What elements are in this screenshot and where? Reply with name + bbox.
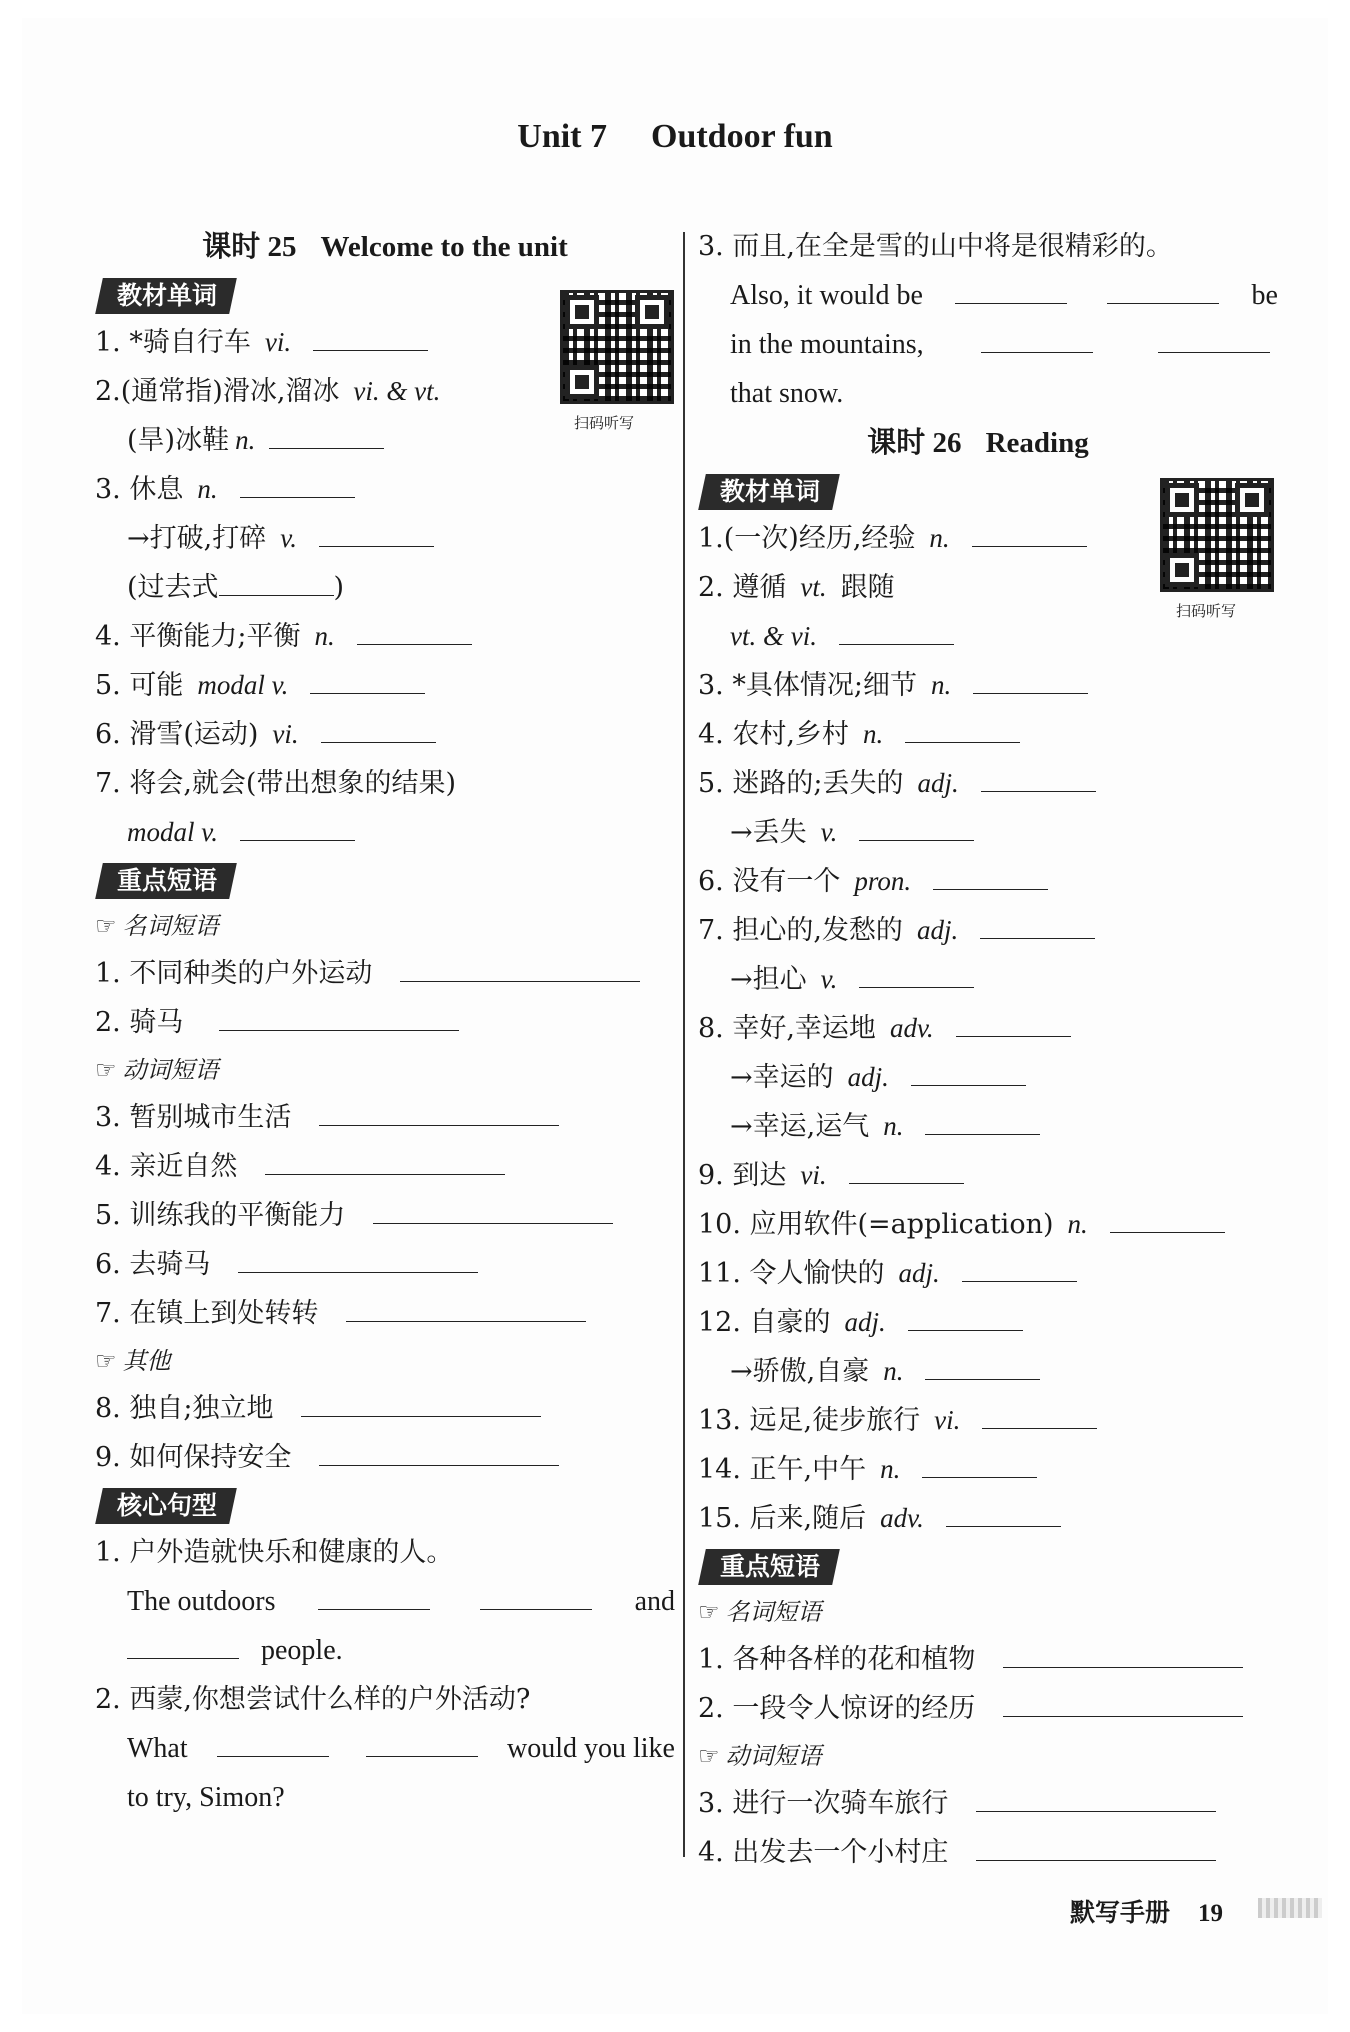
vocab-item: 15. 后来,随后 adv. xyxy=(698,1494,1278,1543)
sentence-en: What would you like xyxy=(95,1724,675,1773)
answer-blank[interactable] xyxy=(480,1581,592,1610)
answer-blank[interactable] xyxy=(933,861,1048,890)
verb-phrase-label: ☞ 动词短语 xyxy=(698,1742,822,1770)
phrase-item: 8. 独自;独立地 xyxy=(95,1384,675,1433)
vocab-item: →骄傲,自豪 n. xyxy=(698,1347,1278,1396)
noun-phrase-label: ☞ 名词短语 xyxy=(698,1598,822,1626)
answer-blank[interactable] xyxy=(1110,1204,1225,1233)
vocab-item: →打破,打碎 v. xyxy=(95,514,675,563)
sentence-en: The outdoors and xyxy=(95,1577,675,1626)
answer-blank[interactable] xyxy=(1107,275,1219,304)
footer-decoration xyxy=(1258,1898,1322,1918)
answer-blank[interactable] xyxy=(219,567,334,596)
answer-blank[interactable] xyxy=(859,812,974,841)
lesson-name: Welcome to the unit xyxy=(320,231,568,263)
vocab-item: 3. 休息 n. xyxy=(95,465,675,514)
sentence-en: that snow. xyxy=(730,378,844,409)
lesson-name: Reading xyxy=(985,427,1089,459)
answer-blank[interactable] xyxy=(962,1253,1077,1282)
answer-blank[interactable] xyxy=(400,953,640,982)
vocab-tag: 教材单词 xyxy=(698,474,840,510)
vocab-item: modal v. xyxy=(95,808,675,857)
qr-code-icon[interactable] xyxy=(1160,478,1274,592)
answer-blank[interactable] xyxy=(319,1437,559,1466)
vocab-item: 6. 滑雪(运动) vi. xyxy=(95,710,675,759)
vocab-item: 2. 遵循 vt. 跟随 xyxy=(698,572,895,603)
answer-blank[interactable] xyxy=(265,1146,505,1175)
vocab-item: 13. 远足,徒步旅行 vi. xyxy=(698,1396,1278,1445)
answer-blank[interactable] xyxy=(905,714,1020,743)
answer-blank[interactable] xyxy=(240,469,355,498)
answer-blank[interactable] xyxy=(1158,324,1270,353)
lesson-number: 课时 25 xyxy=(202,231,297,263)
vocab-item: 11. 令人愉快的 adj. xyxy=(698,1249,1278,1298)
lesson-26-heading xyxy=(698,418,1278,468)
phrase-item: 7. 在镇上到处转转 xyxy=(95,1289,675,1338)
sentence-en: people. xyxy=(95,1626,675,1675)
phrase-item: 2. 一段令人惊讶的经历 xyxy=(698,1684,1278,1733)
pointing-hand-icon: ☞ xyxy=(698,1742,720,1770)
answer-blank[interactable] xyxy=(982,1400,1097,1429)
phrase-item: 5. 训练我的平衡能力 xyxy=(95,1191,675,1240)
unit-title xyxy=(0,118,1350,156)
sentence-cn: 2. 西蒙,你想尝试什么样的户外活动? xyxy=(95,1684,531,1715)
vocab-item: →丢失 v. xyxy=(698,808,1278,857)
phrase-tag: 重点短语 xyxy=(698,1549,840,1585)
answer-blank[interactable] xyxy=(859,959,974,988)
unit-name: Outdoor fun xyxy=(651,118,833,155)
answer-blank[interactable] xyxy=(849,1155,964,1184)
answer-blank[interactable] xyxy=(956,1008,1071,1037)
vocab-item: 1. *骑自行车 vi. xyxy=(95,318,675,367)
book-name: 默写手册 xyxy=(1070,1898,1171,1927)
vocab-item: 10. 应用软件(=application) n. xyxy=(698,1200,1278,1249)
answer-blank[interactable] xyxy=(946,1498,1061,1527)
vocab-item: 9. 到达 vi. xyxy=(698,1151,1278,1200)
answer-blank[interactable] xyxy=(955,275,1067,304)
answer-blank[interactable] xyxy=(839,616,954,645)
phrase-item: 4. 出发去一个小村庄 xyxy=(698,1828,1278,1877)
answer-blank[interactable] xyxy=(321,714,436,743)
page-footer xyxy=(1070,1893,1223,1929)
answer-blank[interactable] xyxy=(908,1302,1023,1331)
vocab-item: (旱)冰鞋 n. xyxy=(95,416,675,465)
sentence-cn: 1. 户外造就快乐和健康的人。 xyxy=(95,1537,454,1568)
answer-blank[interactable] xyxy=(127,1630,239,1659)
vocab-item: 14. 正午,中午 n. xyxy=(698,1445,1278,1494)
answer-blank[interactable] xyxy=(976,1783,1216,1812)
answer-blank[interactable] xyxy=(1003,1688,1243,1717)
qr-caption: 扫码听写 xyxy=(574,414,635,432)
qr-code-icon[interactable] xyxy=(560,290,674,404)
sentence-en: Also, it would be be xyxy=(698,271,1278,320)
pointing-hand-icon: ☞ xyxy=(95,912,117,940)
phrase-item: 9. 如何保持安全 xyxy=(95,1433,675,1482)
answer-blank[interactable] xyxy=(1003,1639,1243,1668)
vocab-item: 8. 幸好,幸运地 adv. xyxy=(698,1004,1278,1053)
pointing-hand-icon: ☞ xyxy=(95,1056,117,1084)
answer-blank[interactable] xyxy=(310,665,425,694)
answer-blank[interactable] xyxy=(981,763,1096,792)
sentence-en: to try, Simon? xyxy=(127,1782,285,1813)
phrase-item: 4. 亲近自然 xyxy=(95,1142,675,1191)
noun-phrase-label: ☞ 名词短语 xyxy=(95,912,219,940)
vocab-item: →幸运,运气 n. xyxy=(698,1102,1278,1151)
answer-blank[interactable] xyxy=(976,1832,1216,1861)
answer-blank[interactable] xyxy=(313,322,428,351)
phrase-item: 1. 各种各样的花和植物 xyxy=(698,1635,1278,1684)
answer-blank[interactable] xyxy=(238,1244,478,1273)
answer-blank[interactable] xyxy=(318,1581,430,1610)
phrase-tag: 重点短语 xyxy=(95,863,237,899)
answer-blank[interactable] xyxy=(217,1728,329,1757)
page-number: 19 xyxy=(1198,1900,1224,1927)
vocab-item: 12. 自豪的 adj. xyxy=(698,1298,1278,1347)
vocab-item: →幸运的 adj. xyxy=(698,1053,1278,1102)
vocab-item: 4. 农村,乡村 n. xyxy=(698,710,1278,759)
phrase-item: 2. 骑马 xyxy=(95,998,675,1047)
vocab-item: (过去式 ) xyxy=(95,563,675,612)
vocab-item: 5. 可能 modal v. xyxy=(95,661,675,710)
answer-blank[interactable] xyxy=(373,1195,613,1224)
unit-number: Unit 7 xyxy=(517,118,607,155)
sentence-en: in the mountains, xyxy=(698,320,1278,369)
vocab-item: vt. & vi. xyxy=(698,612,1278,661)
answer-blank[interactable] xyxy=(972,518,1087,547)
answer-blank[interactable] xyxy=(911,1057,1026,1086)
answer-blank[interactable] xyxy=(240,812,355,841)
phrase-item: 6. 去骑马 xyxy=(95,1240,675,1289)
answer-blank[interactable] xyxy=(925,1106,1040,1135)
other-phrase-label: ☞ 其他 xyxy=(95,1347,171,1375)
answer-blank[interactable] xyxy=(319,518,434,547)
left-column xyxy=(95,222,675,1822)
phrase-item: 3. 暂别城市生活 xyxy=(95,1093,675,1142)
pointing-hand-icon: ☞ xyxy=(698,1598,720,1626)
vocab-item: 6. 没有一个 pron. xyxy=(698,857,1278,906)
answer-blank[interactable] xyxy=(981,324,1093,353)
lesson-25-heading xyxy=(95,222,675,272)
vocab-item: 4. 平衡能力;平衡 n. xyxy=(95,612,675,661)
sentence-cn: 3. 而且,在全是雪的山中将是很精彩的。 xyxy=(698,231,1173,262)
vocab-item: →担心 v. xyxy=(698,955,1278,1004)
pointing-hand-icon: ☞ xyxy=(95,1347,117,1375)
sentence-tag: 核心句型 xyxy=(95,1488,237,1524)
answer-blank[interactable] xyxy=(366,1728,478,1757)
answer-blank[interactable] xyxy=(980,910,1095,939)
vocab-item: 2.(通常指)滑冰,溜冰 vi. & vt. xyxy=(95,376,441,407)
vocab-item: 7. 将会,就会(带出想象的结果) xyxy=(95,768,456,799)
vocab-item: 1.(一次)经历,经验 n. xyxy=(698,514,1278,563)
phrase-item: 3. 进行一次骑车旅行 xyxy=(698,1779,1278,1828)
answer-blank[interactable] xyxy=(922,1449,1037,1478)
phrase-item: 1. 不同种类的户外运动 xyxy=(95,949,675,998)
vocab-item: 5. 迷路的;丢失的 adj. xyxy=(698,759,1278,808)
answer-blank[interactable] xyxy=(973,665,1088,694)
answer-blank[interactable] xyxy=(925,1351,1040,1380)
lesson-number: 课时 26 xyxy=(867,427,962,459)
answer-blank[interactable] xyxy=(219,1002,459,1031)
answer-blank[interactable] xyxy=(346,1293,586,1322)
vocab-item: 7. 担心的,发愁的 adj. xyxy=(698,906,1278,955)
answer-blank[interactable] xyxy=(319,1097,559,1126)
answer-blank[interactable] xyxy=(269,420,384,449)
column-divider xyxy=(683,232,685,1857)
right-column xyxy=(698,222,1278,1877)
vocab-tag: 教材单词 xyxy=(95,278,237,314)
vocab-item: 3. *具体情况;细节 n. xyxy=(698,661,1278,710)
qr-caption: 扫码听写 xyxy=(1176,602,1237,620)
verb-phrase-label: ☞ 动词短语 xyxy=(95,1056,219,1084)
answer-blank[interactable] xyxy=(301,1388,541,1417)
answer-blank[interactable] xyxy=(357,616,472,645)
